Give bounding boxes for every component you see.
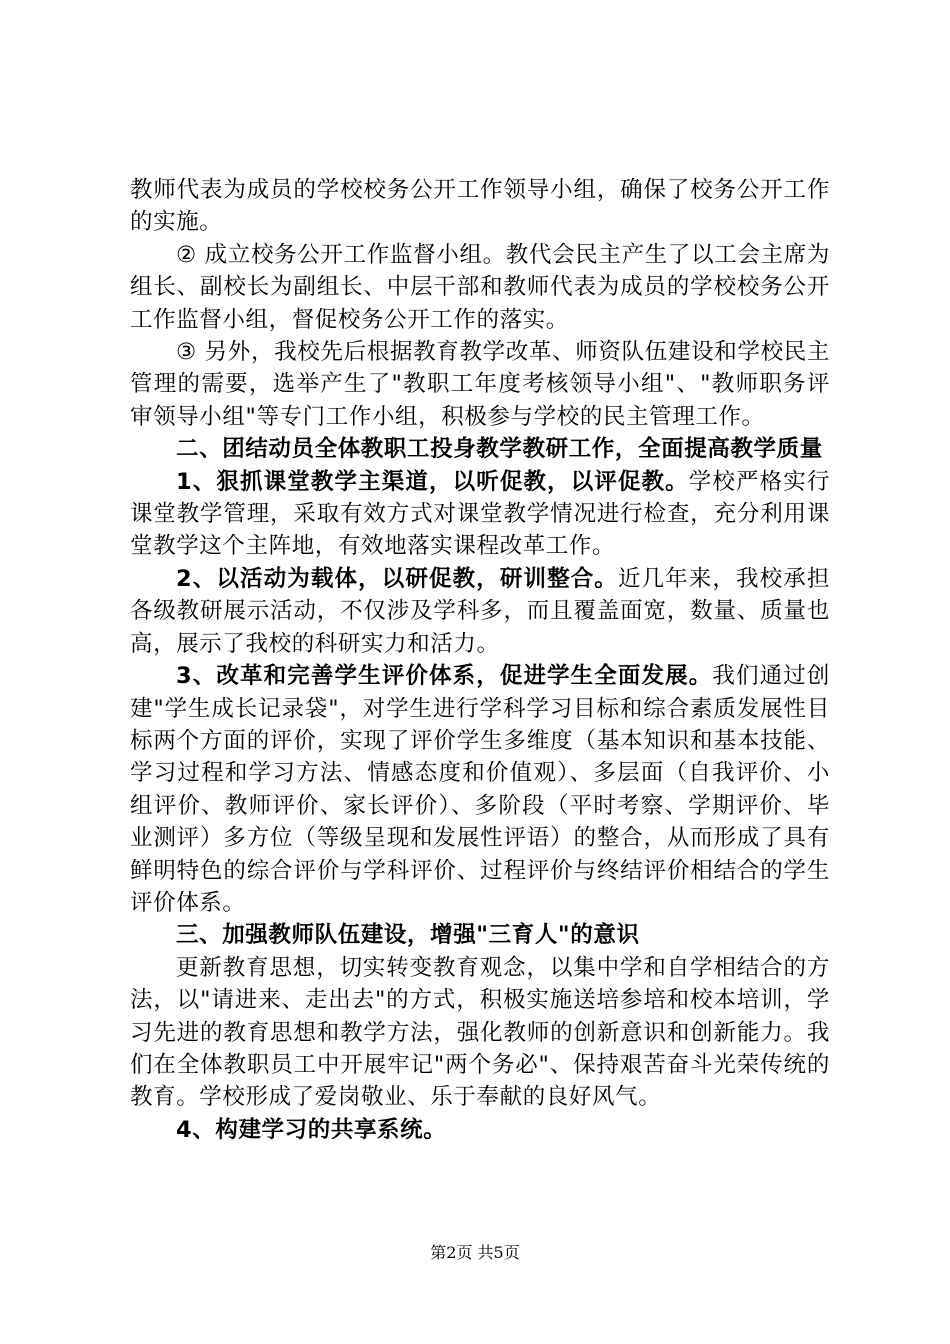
heading-text: 二、团结动员全体教职工投身教学教研工作，全面提高教学质量 [176,436,823,463]
paragraph-text: 我们通过创建"学生成长记录袋"，对学生进行学科学习目标和综合素质发展性目标两个方面的评价，实现了评价学生多维度（基本知识和基本技能、学习过程和学习方法、情感态度和价值观）、多层面（自我评价、小组评价、教师评价、家长评价）、多阶段（平时考察、学期评价、毕业测评）多方位（等级呈现和发展性评语）的整合，从而形成了具有鲜明特色的综合评价与学科评价、过程评价与终结评价相结合的学生评价体系。 [130,663,830,916]
paragraph-item-1 [130,466,830,563]
paragraph-text: ② 成立校务公开工作监督小组。教代会民主产生了以工会主席为组长、副校长为副组长、中层干部和教师代表为成员的学校校务公开工作监督小组，督促校务公开工作的落实。 [130,241,830,333]
section-heading-two [130,433,830,465]
paragraph-continuation [130,174,830,239]
paragraph-item-2 [130,563,830,660]
item-lead: 2、以活动为载体，以研促教，研训整合。 [176,565,618,592]
paragraph-text: 近几年来，我校承担各级教研展示活动，不仅涉及学科多，而且覆盖面宽，数量、质量也高，展示了我校的科研实力和活力。 [130,565,830,657]
item-lead: 3、改革和完善学生评价体系，促进学生全面发展。 [176,663,713,690]
paragraph-text: 学校严格实行课堂教学管理，采取有效方式对课堂教学情况进行检查，充分利用课堂教学这个主阵地，有效地落实课程改革工作。 [130,468,830,560]
paragraph-text: ③ 另外，我校先后根据教育教学改革、师资队伍建设和学校民主管理的需要，选举产生了"教职工年度考核领导小组"、"教师职务评审领导小组"等专门工作小组，积极参与学校的民主管理工作。 [130,339,830,430]
paragraph-special-groups [130,336,830,433]
paragraph-item-3 [130,660,830,919]
item-lead: 1、狠抓课堂教学主渠道，以听促教，以评促教。 [176,468,689,495]
section-heading-three [130,919,830,951]
paragraph-text: 教师代表为成员的学校校务公开工作领导小组，确保了校务公开工作的实施。 [130,177,830,236]
document-body [130,174,830,1146]
paragraph-item-4 [130,1114,830,1146]
paragraph-text: 更新教育思想，切实转变教育观念，以集中学和自学相结合的方法，以"请进来、走出去"的方式，积极实施送培参培和校本培训，学习先进的教育思想和教学方法，强化教师的创新意识和创新能力。我们在全体教职员工中开展牢记"两个务必"、保持艰苦奋斗光荣传统的教育。学校形成了爱岗敬业、乐于奉献的良好风气。 [130,954,830,1111]
page-number-footer: 第2页 共5页 [430,1243,520,1262]
paragraph-supervision-group [130,239,830,336]
item-lead: 4、构建学习的共享系统。 [176,1116,447,1143]
heading-text: 三、加强教师队伍建设，增强"三育人"的意识 [176,922,640,949]
paragraph-teacher-training [130,952,830,1114]
